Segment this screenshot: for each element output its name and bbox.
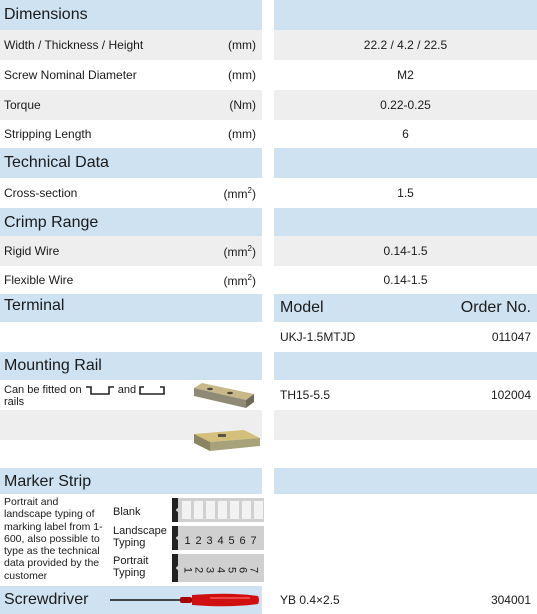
terminal-left-empty [0,322,262,352]
row-unit: (mm) [228,38,256,52]
row-flexible-wire [0,266,262,294]
screwdriver-order-no: 304001 [490,593,531,607]
unit-sup: 2 [247,243,252,253]
row-rigid-wire [0,236,262,266]
section-screwdriver [0,586,262,614]
mounting-desc-cell [0,380,262,410]
digit: 7 [247,566,260,574]
terminal-header [274,294,537,322]
value-stripping-length [274,120,537,148]
row-value: 6 [402,127,409,141]
row-unit: (mm) [228,127,256,141]
unit-base: (mm [223,244,248,259]
value-screw-diameter [274,60,537,90]
section-title: Terminal [4,297,65,314]
marker-desc: Portrait and landscape typing of marking label from 1-600, also possible to type as the technical data provided by the customer [4,496,103,582]
mounting-desc [4,384,165,408]
section-mounting-rail [0,352,262,380]
mounting-rail-image [190,382,258,410]
row-unit [224,186,256,201]
mounting-order-no: 102004 [490,388,531,402]
column-order-no: Order No. [460,299,531,316]
digit: 4 [214,566,227,574]
row-value: 22.2 / 4.2 / 22.5 [363,38,448,52]
row-unit [224,273,256,288]
row-unit [224,244,256,259]
marker-strip-blank-graphic [172,498,264,522]
row-label: Cross-section [4,186,78,200]
marker-right-empty [274,494,537,584]
terminal-order-no: 011047 [491,330,531,344]
value-width-thickness-height [274,30,537,60]
section-crimp-range [0,208,262,236]
value-cross-section [274,178,537,208]
mounting-row [274,380,537,410]
marker-strip-blank [172,498,264,522]
section-title: Mounting Rail [4,357,102,374]
digit: 5 [228,535,235,547]
row-width-thickness-height [0,30,262,60]
unit-base: (mm [223,186,248,201]
digit: 2 [195,535,202,547]
row-value: M2 [397,68,414,82]
mounting-image-right [274,440,537,468]
section-crimp-right [274,208,537,236]
digit: 3 [203,566,216,574]
row-value: 0.14-1.5 [383,244,428,258]
digit: 6 [236,566,249,574]
value-flexible-wire [274,266,537,294]
digit: 2 [192,566,205,574]
marker-strip-landscape [172,526,264,550]
mounting-desc-and: and [117,384,137,396]
row-label: Width / Thickness / Height [4,38,144,52]
digit: 6 [239,535,246,547]
rail-profile-icon [85,384,115,396]
marker-body [0,494,262,584]
terminal-row [274,322,537,352]
value-torque [274,90,537,120]
strip-clip-icon [172,526,182,550]
section-title: Technical Data [4,154,109,171]
row-value: 0.14-1.5 [383,273,428,287]
mounting-image-cell [0,440,262,468]
screwdriver-image [110,592,260,608]
row-label: Screw Nominal Diameter [4,68,137,82]
row-label: Rigid Wire [4,244,60,258]
row-unit: (mm) [228,68,256,82]
mounting-desc-b: rails [4,396,25,409]
digit: 5 [225,566,238,574]
row-cross-section [0,178,262,208]
digit: 1 [181,566,194,574]
section-title: Screwdriver [4,591,89,608]
mounting-spacer-right [274,410,537,440]
row-label: Stripping Length [4,127,92,141]
marker-strip-portrait [172,554,264,582]
strip-clip-icon [172,554,182,582]
digit: 1 [184,535,191,547]
unit-sup: 2 [247,272,252,282]
screwdriver-row [274,586,537,614]
section-dimensions [0,0,262,30]
row-screw-diameter [0,60,262,90]
section-mounting-right [274,352,537,380]
mounting-desc-a: Can be fitted on [4,384,82,396]
section-dimensions-right [274,0,537,30]
section-title: Crimp Range [4,214,99,231]
rail-profile-c-icon [139,384,165,396]
terminal-model: UKJ-1.5MTJD [280,330,356,344]
value-rigid-wire [274,236,537,266]
unit-sup: 2 [247,185,252,195]
marker-portrait-label: Portrait Typing [113,555,149,579]
column-model: Model [280,299,324,316]
digit: 4 [217,535,224,547]
row-unit: (Nm) [229,98,256,112]
row-label: Torque [4,98,41,112]
screwdriver-model: YB 0.4×2.5 [280,593,340,607]
digit: 7 [250,535,257,547]
section-title: Dimensions [4,6,88,23]
row-label: Flexible Wire [4,273,74,287]
digit: 3 [206,535,213,547]
marker-landscape-label: Landscape Typing [113,525,167,549]
unit-end: ) [252,273,256,288]
row-stripping-length [0,120,262,148]
row-value: 0.22-0.25 [380,98,431,112]
mounting-model: TH15-5.5 [280,388,331,402]
landscape-digits [182,531,259,549]
section-technical-right [274,148,537,178]
unit-end: ) [252,186,256,201]
section-marker-strip [0,468,262,494]
row-value: 1.5 [397,186,414,200]
mounting-rail-image-2 [192,424,262,454]
section-marker-right [274,468,537,494]
section-terminal [0,294,262,322]
portrait-digits [182,560,259,578]
section-title: Marker Strip [4,473,92,490]
unit-base: (mm [223,273,248,288]
unit-end: ) [252,244,256,259]
section-technical-data [0,148,262,178]
row-torque [0,90,262,120]
marker-blank-label: Blank [113,506,141,518]
